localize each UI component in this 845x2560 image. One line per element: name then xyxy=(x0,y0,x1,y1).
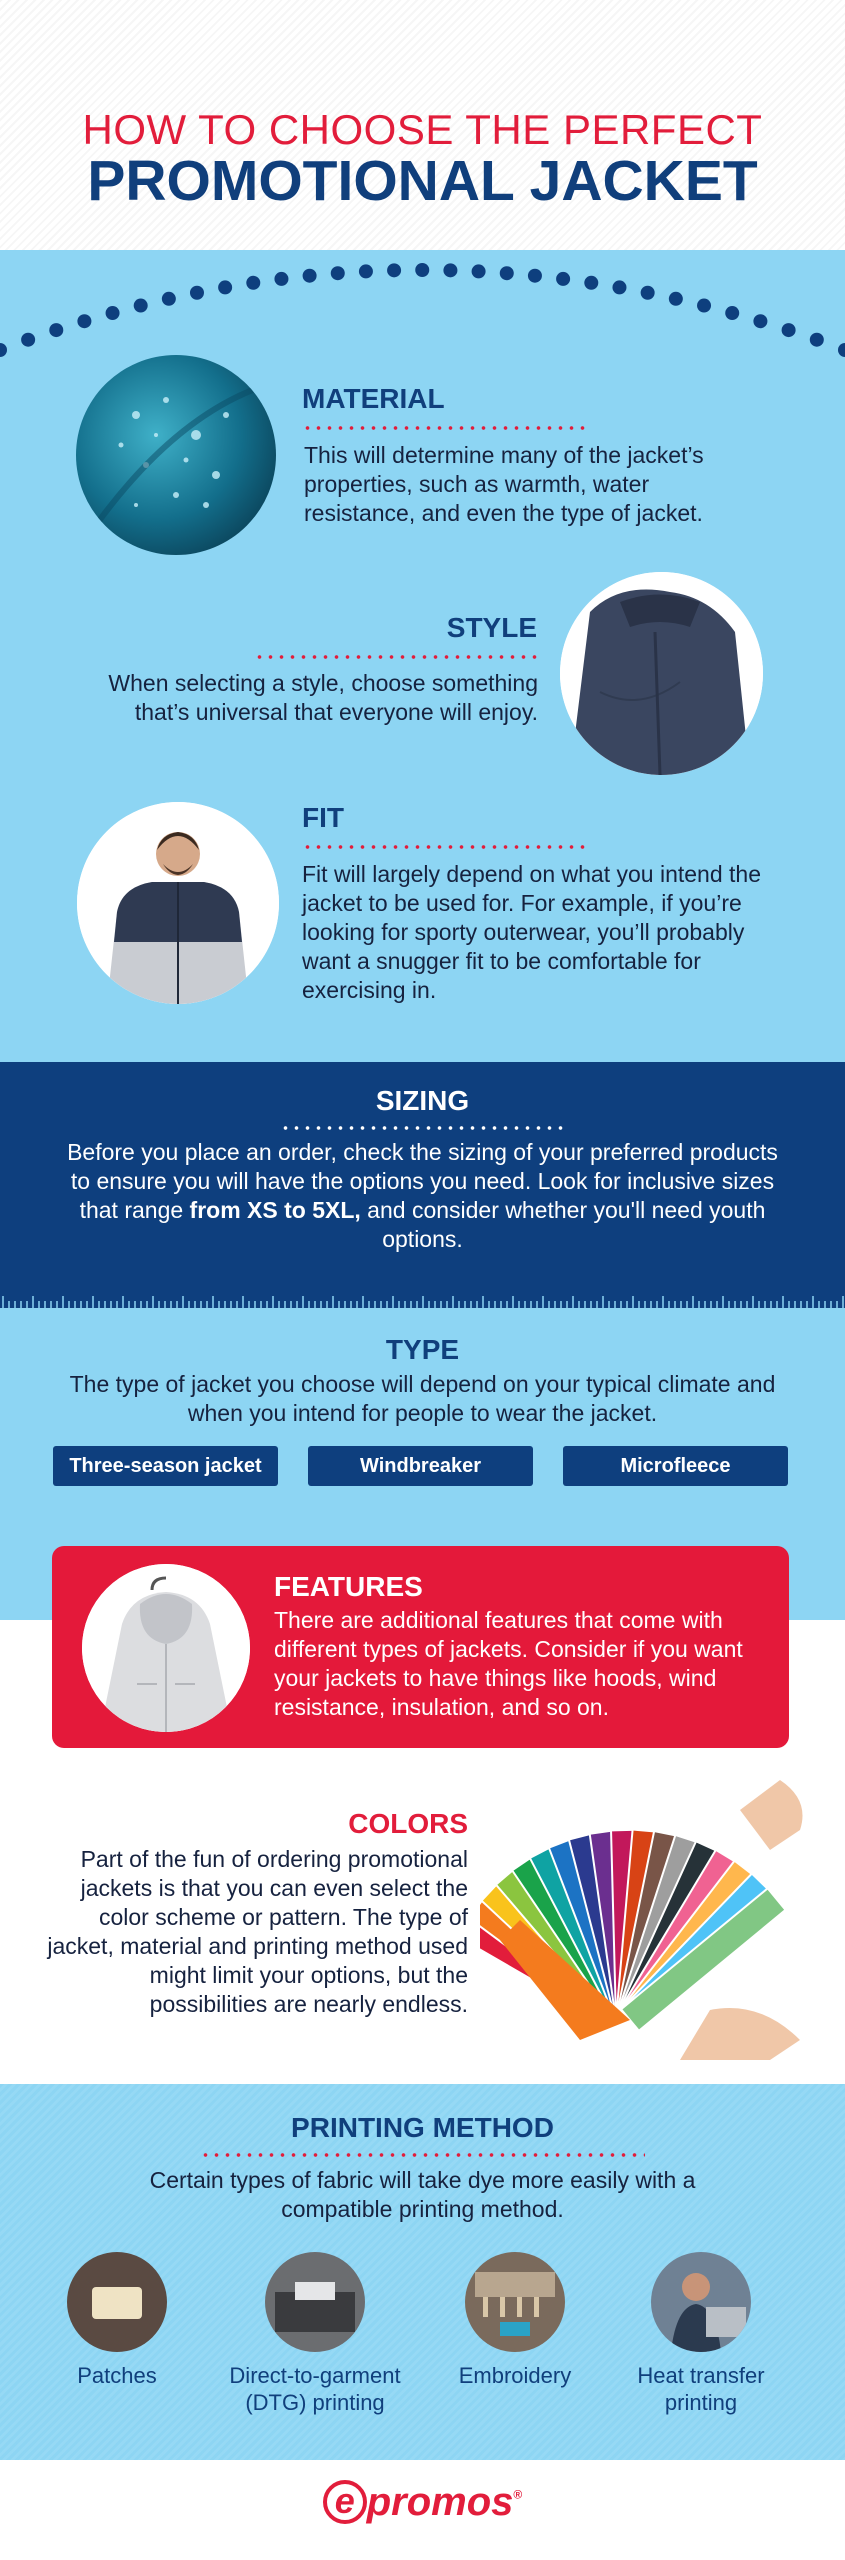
arch-dot xyxy=(528,269,542,283)
style-heading: STYLE xyxy=(446,612,537,643)
embroidery-image xyxy=(465,2252,565,2352)
colors-body: Part of the fun of ordering promotional jackets is that you can even select the color scheme or pattern. The type of jacket, material and printing method used might limit your options, but the possibilities are nearly endless. xyxy=(47,1846,468,2017)
arch-dot xyxy=(810,333,824,347)
dtg-label-line-1: Direct-to-garment xyxy=(229,2363,401,2388)
sizing-body-bold: from XS to 5XL, xyxy=(189,1197,361,1223)
page-title-top: HOW TO CHOOSE THE PERFECT xyxy=(82,106,763,153)
arch-dot xyxy=(21,333,35,347)
arch-dot xyxy=(218,280,232,294)
page-title: PROMOTIONAL JACKET xyxy=(87,149,758,213)
colors-heading: COLORS xyxy=(348,1808,468,1839)
arch-dot xyxy=(782,323,796,337)
heat-transfer-label-line-1: Heat transfer xyxy=(637,2363,765,2388)
arch-dot xyxy=(669,292,683,306)
sizing-body xyxy=(60,1138,785,1254)
arch-dot xyxy=(359,264,373,278)
arch-dot xyxy=(725,306,739,320)
patches-image xyxy=(67,2252,167,2352)
material-divider xyxy=(302,426,588,430)
patches-label-line-1: Patches xyxy=(77,2363,157,2388)
material-body: This will determine many of the jacket’s properties, such as warmth, water resistance, and even the type of jacket. xyxy=(304,442,704,526)
arch-dot xyxy=(612,280,626,294)
arch-dot xyxy=(134,299,148,313)
dtg-label xyxy=(200,2362,430,2416)
arch-dot xyxy=(49,323,63,337)
arch-dot xyxy=(753,314,767,328)
style-divider xyxy=(254,655,540,659)
arch-dot xyxy=(106,306,120,320)
printing-heading: PRINTING METHOD xyxy=(291,2112,554,2143)
sizing-heading: SIZING xyxy=(375,1085,470,1116)
arch-dot xyxy=(190,286,204,300)
printing-divider xyxy=(200,2153,645,2157)
arch-dot xyxy=(303,269,317,283)
arch-dot xyxy=(274,272,288,286)
dtg-label-line-2: (DTG) printing xyxy=(245,2390,385,2415)
arch-dot xyxy=(415,263,429,277)
arch-dot xyxy=(443,263,457,277)
ruler-strip xyxy=(0,1282,845,1308)
arch-dot xyxy=(556,272,570,286)
style-body: When selecting a style, choose something that’s universal that everyone will enjoy. xyxy=(108,670,538,725)
style-image xyxy=(560,572,763,775)
arch-dot xyxy=(500,266,514,280)
type-option-windbreaker: Windbreaker xyxy=(308,1446,533,1486)
fit-body: Fit will largely depend on what you intend the jacket to be used for. For example, if you’re looking for sporty outerwear, you’ll probably want a snugger fit to be comfortable for exercising in. xyxy=(302,861,762,1003)
features-heading: FEATURES xyxy=(274,1571,423,1602)
heat-transfer-label xyxy=(600,2362,802,2416)
epromos-logo xyxy=(0,2478,845,2525)
material-heading: MATERIAL xyxy=(302,383,445,414)
fit-divider xyxy=(302,845,588,849)
sizing-body-end: and consider whether you'll need youth options. xyxy=(360,1197,766,1252)
arch-dot xyxy=(472,264,486,278)
arch-dot xyxy=(162,292,176,306)
dtg-image xyxy=(265,2252,365,2352)
material-image xyxy=(76,355,276,555)
arch-dot xyxy=(584,276,598,290)
heat-transfer-image xyxy=(651,2252,751,2352)
type-heading: TYPE xyxy=(385,1334,460,1365)
patches-label xyxy=(37,2362,197,2389)
dotted-arch xyxy=(0,240,845,380)
arch-dot xyxy=(77,314,91,328)
features-body: There are additional features that come with different types of jackets. Consider if you want your jackets to have things like hoods, wind resistance, insulation, and so on. xyxy=(274,1607,743,1720)
sizing-divider xyxy=(280,1126,565,1130)
type-option-microfleece: Microfleece xyxy=(563,1446,788,1486)
color-swatch-fan-image xyxy=(480,1770,820,2060)
arch-dot xyxy=(331,266,345,280)
type-option-three-season: Three-season jacket xyxy=(53,1446,278,1486)
arch-dot xyxy=(387,263,401,277)
embroidery-label xyxy=(430,2362,600,2389)
fit-heading: FIT xyxy=(302,802,344,833)
sizing-body-start: Before you place an order, check the sizing of your preferred products to ensure you will have the options you need. Look for inclusive sizes that range xyxy=(67,1139,778,1223)
logo-text: promos xyxy=(366,2479,514,2524)
type-body: The type of jacket you choose will depend on your typical climate and when you intend for people to wear the jacket. xyxy=(69,1371,776,1426)
embroidery-label-line-1: Embroidery xyxy=(458,2363,572,2388)
logo-e: e xyxy=(323,2480,367,2524)
features-image xyxy=(82,1564,250,1732)
logo-registered: ® xyxy=(513,2487,523,2502)
printing-body: Certain types of fabric will take dye more easily with a compatible printing method. xyxy=(149,2167,696,2222)
arch-dot xyxy=(697,299,711,313)
arch-dot xyxy=(641,286,655,300)
fit-image xyxy=(77,802,279,1004)
heat-transfer-label-line-2: printing xyxy=(664,2390,738,2415)
arch-dot xyxy=(246,276,260,290)
